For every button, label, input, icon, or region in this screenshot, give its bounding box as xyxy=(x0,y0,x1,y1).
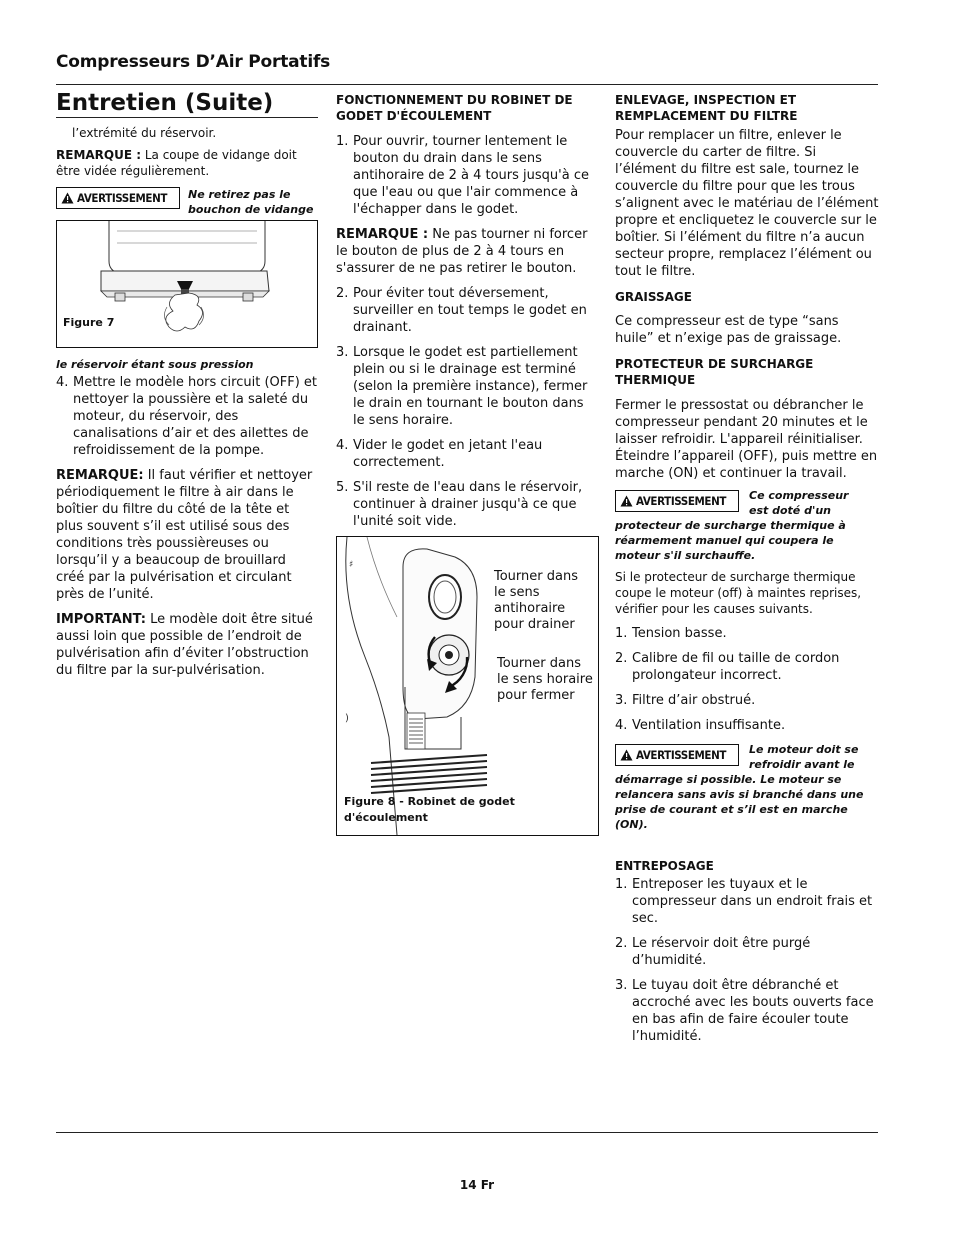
callout-close: Tourner dans le sens horaire pour fermer xyxy=(497,656,593,703)
footer-rule xyxy=(56,1132,878,1133)
page-title: Entretien (Suite) xyxy=(56,90,274,116)
list-item: 3. Lorsque le godet est partiellement plein ou si le drainage est terminé (selon la première instance), fermer le drain en tournant le bouton dans le sens horaire. xyxy=(336,345,588,428)
column-1 xyxy=(56,90,318,687)
warning-badge xyxy=(615,490,739,512)
warning-text-1b: protecteur de surcharge thermique à réarmement manuel qui coupera le moteur s'il surchauffe. xyxy=(615,519,846,562)
warning-text-a: Ne retirez pas le bouchon de vidange xyxy=(188,188,314,216)
important-note: IMPORTANT: Le modèle doit être situé aussi loin que possible de l’endroit de pulvérisation afin d’éviter l’obstruction du filtre par la sur-pulvérisation. xyxy=(56,612,313,678)
warning-badge-label: AVERTISSEMENT xyxy=(636,494,727,508)
warning-badge xyxy=(615,744,739,766)
list-item: 3. Le tuyau doit être débranché et accroché avec les bouts ouverts face en bas afin de faire écouler toute l’humidité. xyxy=(615,978,874,1044)
list-item: 2. Le réservoir doit être purgé d’humidité. xyxy=(615,936,811,968)
remarque-2: REMARQUE: Il faut vérifier et nettoyer périodiquement le filtre à air dans le boîtier du filtre du côté de la tête et plus souvent s’il est utilisé sous des conditions très poussièreuses ou lorsqu’il y a beaucoup de brouillard créé par la pulvérisation et circulant près de l’unité. xyxy=(56,468,313,602)
thermal-paragraph: Fermer le pressostat ou débrancher le compresseur pendant 20 minutes et le laisser refroidir. L'appareil réinitialiser. Éteindre l’appareil (OFF), puis mettre en marche (ON) et continuer la travail. xyxy=(615,398,878,481)
graissage-paragraph: Ce compresseur est de type “sans huile” et n’exige pas de graissage. xyxy=(615,314,842,346)
header-rule xyxy=(56,84,878,85)
remarque-1 xyxy=(56,147,318,179)
warning-badge xyxy=(56,187,180,209)
list-item: 4. Mettre le modèle hors circuit (OFF) et nettoyer la poussière et la saleté du moteur, du réservoir, des canalisations d’air et des ailettes de refroidissement de la pompe. xyxy=(56,375,317,458)
drain-steps-b xyxy=(336,285,598,530)
warning-triangle-icon xyxy=(620,495,633,507)
step-list-4 xyxy=(56,374,318,459)
warning-badge-label: AVERTISSEMENT xyxy=(77,191,168,205)
section-heading-filter: ENLEVAGE, INSPECTION ET REMPLACEMENT DU FILTRE xyxy=(615,93,798,123)
figure-7 xyxy=(56,220,318,348)
section-heading-thermal: PROTECTEUR DE SURCHARGE THERMIQUE xyxy=(615,357,814,387)
warning-box-3 xyxy=(615,742,881,772)
drain-steps-a xyxy=(336,133,598,218)
svg-text:♯: ♯ xyxy=(349,560,354,570)
warning-box-1 xyxy=(56,187,318,217)
list-item: 2. Calibre de fil ou taille de cordon prolongateur incorrect. xyxy=(615,651,840,683)
warning-box-2 xyxy=(615,488,881,518)
list-item: 4. Ventilation insuffisante. xyxy=(615,718,786,733)
warning-triangle-icon xyxy=(61,192,74,204)
filter-paragraph: Pour remplacer un filtre, enlever le couvercle du carter de filtre. Si l’élément du filtre est sale, tournez le couvercle du filtre pour que les trous s’alignent avec le matériau de l’élément propre et encliquetez le couvercle sur le boîtier. Si l’élément du filtre n’a aucun secteur propre, remplacez l’élément ou tout le filtre. xyxy=(615,128,879,279)
column-3 xyxy=(615,92,881,1053)
warning-text-1a: Ce compresseur est doté d'un xyxy=(749,489,849,517)
callout-open: Tourner dans le sens antihoraire pour drainer xyxy=(494,569,578,632)
list-item: 1. Entreposer les tuyaux et le compresseur dans un endroit frais et sec. xyxy=(615,877,873,926)
list-item: 3. Filtre d’air obstrué. xyxy=(615,693,756,708)
intro-text: l’extrémité du réservoir. xyxy=(72,126,217,140)
section-heading-storage: ENTREPOSAGE xyxy=(615,859,714,873)
cause-list xyxy=(615,625,881,734)
remarque-label: REMARQUE : xyxy=(56,148,142,162)
storage-list xyxy=(615,876,881,1045)
remarque-text: La coupe de vidange doit être vidée régulièrement. xyxy=(56,148,297,178)
column-2 xyxy=(336,92,598,538)
document-header: Compresseurs D’Air Portatifs xyxy=(56,52,331,72)
figure-8-label: Figure 8 - Robinet de godet d'écoulement xyxy=(344,795,515,824)
figure-7-label: Figure 7 xyxy=(63,316,115,329)
section-heading-drain: FONCTIONNEMENT DU ROBINET DE GODET D'ÉCOULEMENT xyxy=(336,93,573,123)
title-rule xyxy=(56,117,318,118)
warning-triangle-icon xyxy=(620,749,633,761)
svg-text:): ) xyxy=(345,713,349,724)
warning-text-2b: démarrage si possible. Le moteur se relancera sans avis si branché dans une prise de courant et s’il est en marche (ON). xyxy=(615,773,864,831)
list-item: 1. Pour ouvrir, tourner lentement le bouton du drain dans le sens antihoraire de 2 à 4 tours jusqu'à ce que l'eau ou que l'air commence à l'échapper dans le godet. xyxy=(336,134,589,217)
page-number: 14 Fr xyxy=(459,1178,495,1192)
warning-badge-label: AVERTISSEMENT xyxy=(636,748,727,762)
list-item: 4. Vider le godet en jetant l'eau correctement. xyxy=(336,438,543,470)
section-heading-graissage: GRAISSAGE xyxy=(615,290,692,304)
warning-text-b: le réservoir étant sous pression xyxy=(56,358,254,371)
list-item: 1. Tension basse. xyxy=(615,626,727,641)
list-item: 5. S'il reste de l'eau dans le réservoir, continuer à drainer jusqu'à ce que l'unité soit vide. xyxy=(336,480,583,529)
list-item: 2. Pour éviter tout déversement, surveiller en tout temps le godet en drainant. xyxy=(336,286,587,335)
figure-8 xyxy=(336,536,599,836)
warning-text-2a: Le moteur doit se refroidir avant le xyxy=(749,743,859,771)
overload-paragraph: Si le protecteur de surcharge thermique coupe le moteur (off) à maintes reprises, vérifier pour les causes suivants. xyxy=(615,570,862,616)
remarque-drain: REMARQUE : Ne pas tourner ni forcer le bouton de plus de 2 à 4 tours en s'assurer de ne pas retirer le bouton. xyxy=(336,227,588,276)
